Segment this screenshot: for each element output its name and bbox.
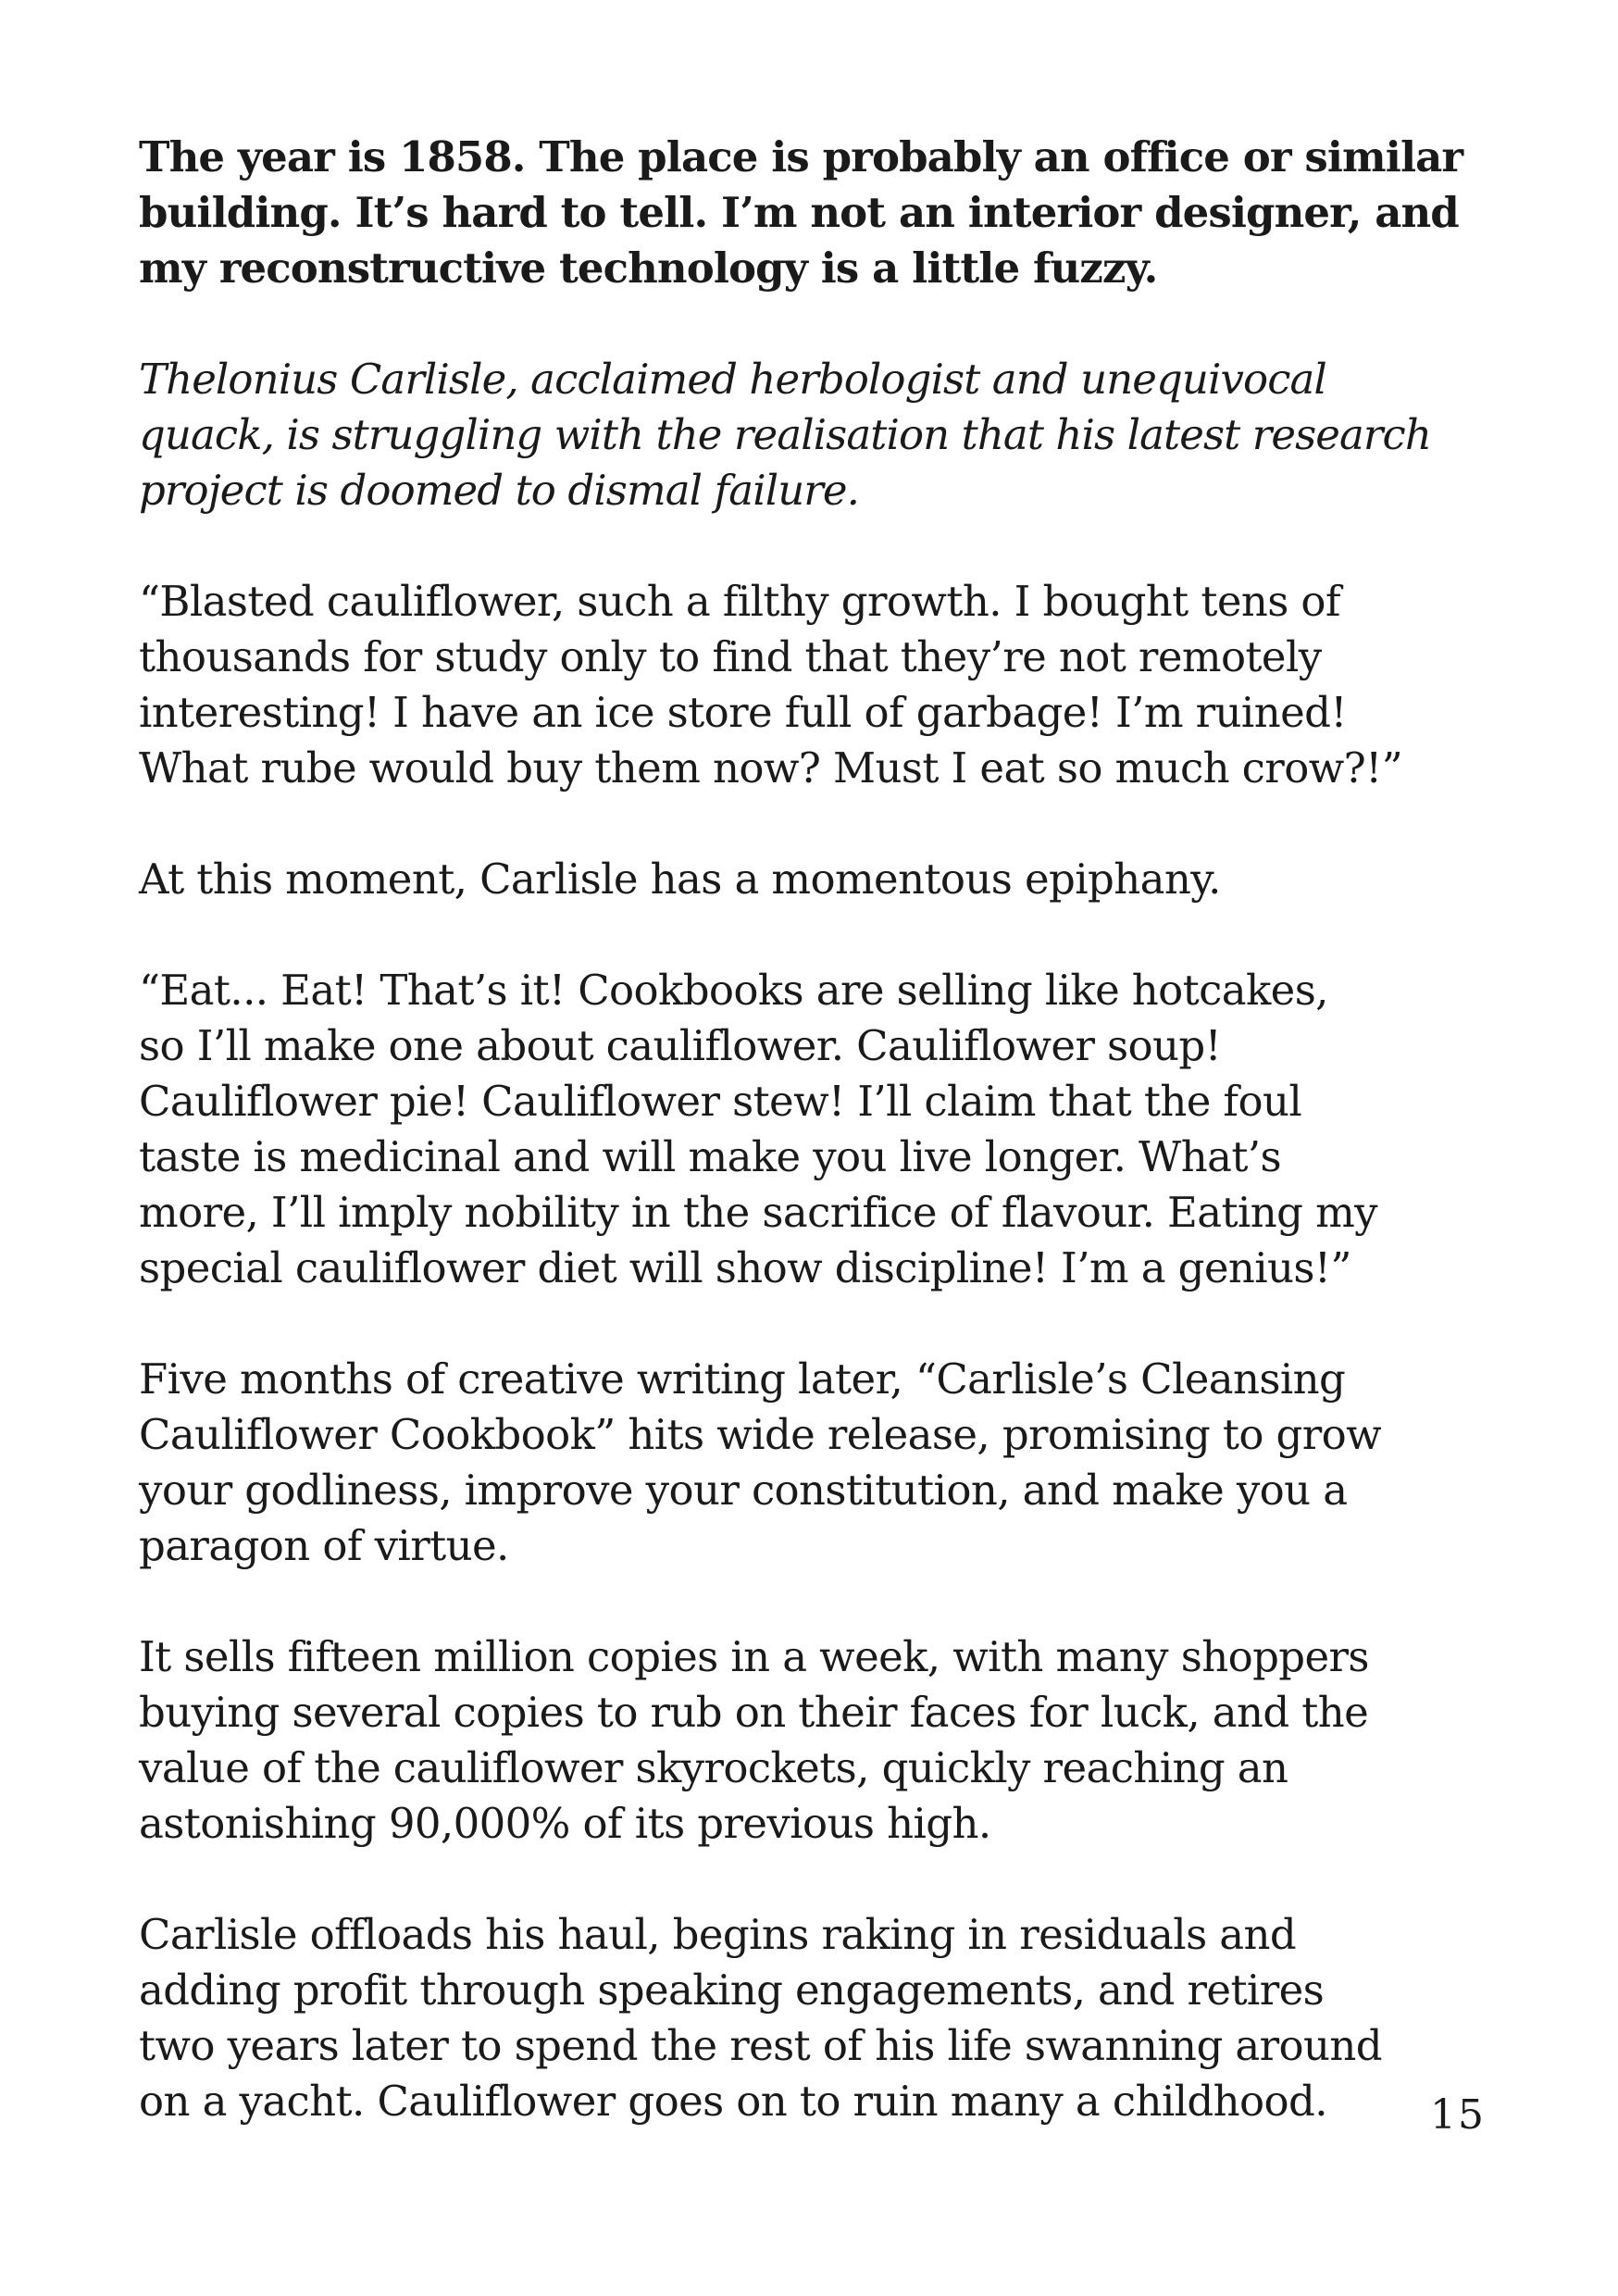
text-line: more, I’ll imply nobility in the sacrifice of flavour. Eating my (139, 1188, 1377, 1237)
text-line: thousands for study only to find that they’re not remotely (139, 632, 1322, 681)
text-line: project is doomed to dismal failure. (139, 466, 860, 515)
text-line: adding profit through speaking engagements, and retires (139, 1965, 1325, 2015)
text-line: Cauliflower Cookbook” hits wide release, promising to grow (139, 1410, 1382, 1459)
text-line: “Eat... Eat! That’s it! Cookbooks are selling like hotcakes, (139, 966, 1328, 1015)
text-line: value of the cauliflower skyrockets, quickly reaching an (139, 1743, 1288, 1792)
text-line: two years later to spend the rest of his life swanning around (139, 2021, 1382, 2070)
text-line: Thelonius Carlisle, acclaimed herbologist and unequivocal (139, 355, 1326, 404)
dialogue-paragraph (139, 963, 1490, 1296)
dialogue-paragraph (139, 574, 1490, 796)
text-line: What rube would buy them now? Must I eat so much crow?!” (139, 743, 1403, 792)
text-line: my reconstructive technology is a little fuzzy. (139, 243, 1158, 293)
text-line: It sells fifteen million copies in a week, with many shoppers (139, 1632, 1369, 1681)
text-line: quack, is struggling with the realisation that his latest research (139, 410, 1431, 459)
ending-paragraph (139, 1907, 1490, 2129)
text-line: paragon of virtue. (139, 1521, 509, 1570)
story-text (139, 130, 1490, 2185)
text-line: taste is medicinal and will make you live longer. What’s (139, 1132, 1282, 1181)
text-line: special cauliflower diet will show discipline! I’m a genius!” (139, 1243, 1351, 1292)
text-line: Five months of creative writing later, “Carlisle’s Cleansing (139, 1354, 1346, 1404)
sales-paragraph (139, 1629, 1490, 1852)
text-line: “Blasted cauliflower, such a filthy growth. I bought tens of (139, 577, 1340, 626)
intro-paragraph (139, 130, 1490, 296)
epiphany-paragraph (139, 852, 1490, 907)
text-line: so I’ll make one about cauliflower. Cauliflower soup! (139, 1021, 1222, 1070)
text-line: At this moment, Carlisle has a momentous epiphany. (139, 855, 1221, 904)
narration-paragraph (139, 352, 1490, 518)
text-line: on a yacht. Cauliflower goes on to ruin many a childhood. (139, 2077, 1327, 2126)
text-line: interesting! I have an ice store full of garbage! I’m ruined! (139, 688, 1347, 737)
text-line: your godliness, improve your constitution, and make you a (139, 1466, 1348, 1515)
text-line: The year is 1858. The place is probably an office or similar (139, 132, 1463, 181)
text-line: Cauliflower pie! Cauliflower stew! I’ll claim that the foul (139, 1077, 1302, 1126)
text-line: astonishing 90,000% of its previous high. (139, 1799, 991, 1848)
page-number: 15 (1430, 2091, 1486, 2139)
text-line: buying several copies to rub on their faces for luck, and the (139, 1688, 1369, 1737)
release-paragraph (139, 1352, 1490, 1574)
text-line: building. It’s hard to tell. I’m not an interior designer, and (139, 188, 1459, 237)
text-line: Carlisle offloads his haul, begins raking in residuals and (139, 1910, 1297, 1959)
